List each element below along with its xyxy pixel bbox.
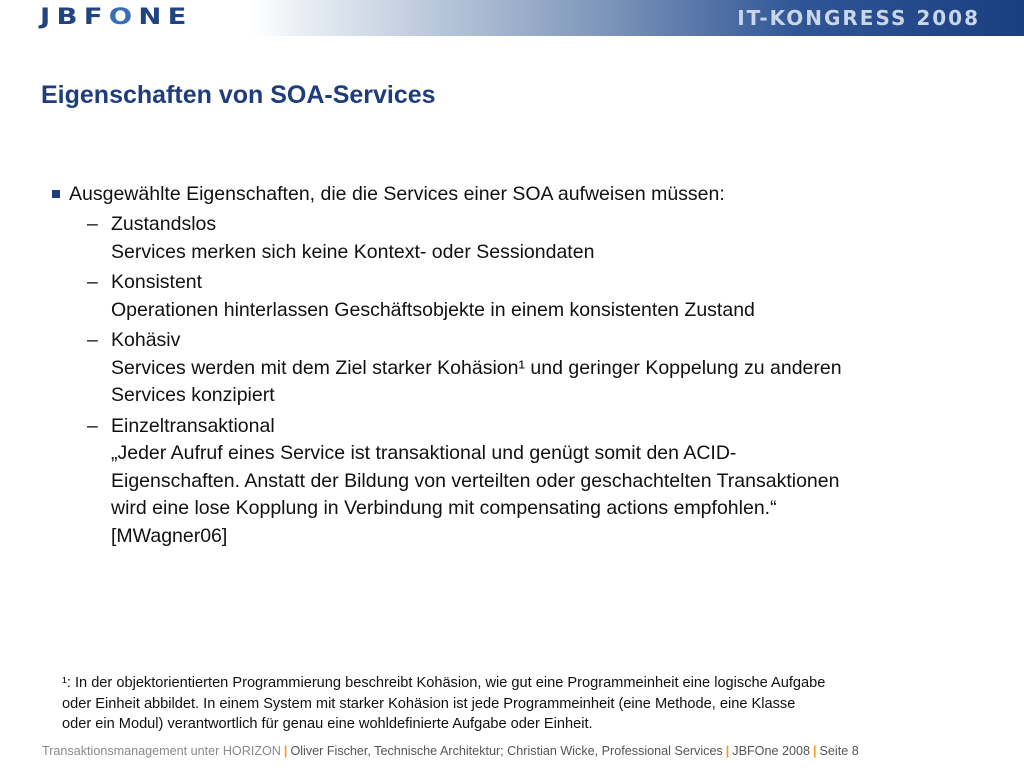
event-title: IT-KONGRESS 2008	[737, 6, 980, 30]
footer-event: JBFOne 2008	[732, 744, 810, 758]
logo-text-c: NE	[138, 5, 193, 30]
footnote	[62, 673, 982, 735]
slide-content	[50, 180, 990, 553]
slide-footer	[42, 743, 859, 759]
sub-item-text: Services konzipiert	[111, 384, 275, 406]
slide-title: Eigenschaften von SOA-Services	[41, 81, 436, 109]
sub-item-zustandslos	[50, 211, 990, 266]
main-bullet-text: Ausgewählte Eigenschaften, die die Services einer SOA aufweisen müssen:	[69, 183, 725, 205]
footer-separator: |	[725, 744, 730, 758]
sub-item-heading: Kohäsiv	[111, 329, 181, 351]
sub-item-einzeltransaktional	[50, 413, 990, 551]
footer-separator: |	[283, 744, 288, 758]
sub-item-text: Eigenschaften. Anstatt der Bildung von verteilten oder geschachtelten Transaktionen	[111, 469, 840, 492]
sub-item-heading: Konsistent	[111, 271, 203, 293]
main-bullet	[50, 180, 990, 208]
footnote-line: oder ein Modul) verantwortlich für genau eine wohldefinierte Aufgabe oder Einheit.	[62, 716, 593, 732]
sub-item-text: Services merken sich keine Kontext- oder Sessiondaten	[111, 240, 595, 263]
bullet-square-icon	[52, 190, 60, 198]
dash-marker: –	[87, 414, 98, 437]
header-banner	[0, 0, 1024, 36]
citation: [MWagner06]	[111, 524, 228, 547]
sub-item-heading: Einzeltransaktional	[111, 414, 275, 437]
dash-marker: –	[87, 271, 98, 293]
logo-text-b: O	[108, 5, 139, 30]
footnote-line: oder Einheit abbildet. In einem System mit starker Kohäsion ist jede Programmeinheit (eine Methode, eine Klasse	[62, 695, 796, 712]
sub-item-kohaesiv	[50, 327, 990, 410]
footer-authors: Oliver Fischer, Technische Architektur; Christian Wicke, Professional Services	[290, 744, 723, 758]
sub-item-text: Operationen hinterlassen Geschäftsobjekte in einem konsistenten Zustand	[111, 298, 755, 321]
sub-item-heading: Zustandslos	[111, 213, 217, 235]
sub-item-text: wird eine lose Kopplung in Verbindung mit compensating actions empfohlen.“	[111, 497, 777, 519]
footer-page-number: Seite 8	[819, 744, 859, 758]
sub-item-text: „Jeder Aufruf eines Service ist transaktional und genügt somit den ACID-	[111, 442, 737, 464]
dash-marker: –	[87, 329, 98, 351]
dash-marker: –	[87, 213, 98, 235]
footnote-line: ¹: In der objektorientierten Programmierung beschreibt Kohäsion, wie gut eine Programmeinheit eine logische Aufgabe	[62, 675, 826, 691]
footer-topic: Transaktionsmanagement unter HORIZON	[42, 744, 281, 758]
jbfone-logo	[40, 5, 193, 31]
sub-item-text: Services werden mit dem Ziel starker Kohäsion¹ und geringer Koppelung zu anderen	[111, 356, 842, 379]
sub-item-konsistent	[50, 269, 990, 324]
footer-separator: |	[813, 744, 817, 758]
logo-text-a: JBF	[40, 5, 109, 30]
sub-bullet-list	[50, 211, 990, 550]
